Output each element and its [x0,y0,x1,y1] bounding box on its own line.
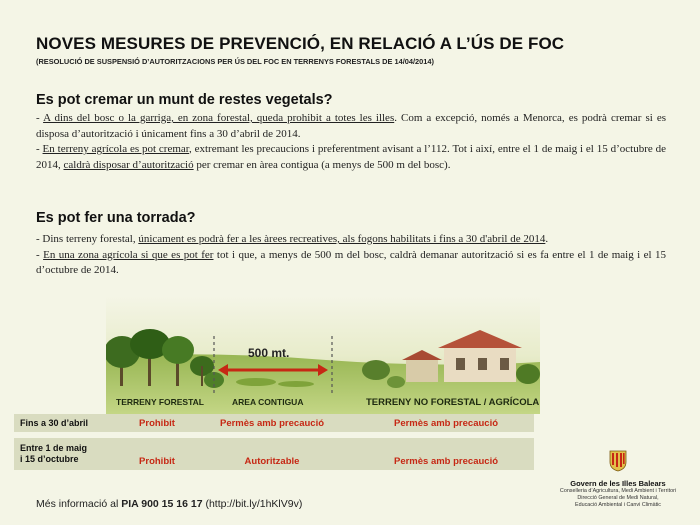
text: - [36,112,44,124]
paragraph [36,248,666,279]
text: Més informació al [36,498,122,510]
section-body-burning [36,111,666,173]
government-logo [548,450,688,509]
text-underlined: A dins del bosc o la garriga, en zona forestal, queda prohibit a totes les illes [43,112,395,124]
table-row [14,438,534,470]
coat-of-arms-icon [609,450,627,472]
table-row [14,414,534,432]
section-heading-barbecue: Es pot fer una torrada? [36,210,196,226]
orchard-tree [387,376,405,388]
page-subtitle: (RESOLUCIÓ DE SUSPENSIÓ D’AUTORITZACIONS PER ÚS DEL FOC EN TERRENYS FORESTALS DE 14/04/2014) [36,57,434,66]
distance-label: 500 mt. [248,346,290,360]
zone-label-contigua: AREA CONTIGUA [232,397,304,407]
section-heading-burning: Es pot cremar un munt de restes vegetals? [36,92,333,108]
row-label [20,443,87,464]
row-label-line: i 15 d’octubre [20,453,79,464]
paragraph [36,111,666,142]
text: . [545,233,549,245]
text: . Com a excepció, només a Menorca, es podrà cremar si es disposa d’autorització i únicament fins a 30 d’abril de 2014. [36,112,667,140]
paragraph [36,232,666,248]
cell-agricola: Permès amb precaució [393,418,499,429]
page-title: NOVES MESURES DE PREVENCIÓ, EN RELACIÓ A L’ÚS DE FOC [36,34,565,53]
phone-number: PIA 900 15 16 17 [121,498,203,510]
department-line: Educació Ambiental i Canvi Climàtic [575,502,661,508]
zone-label-forestal: TERRENY FORESTAL [116,397,204,407]
text: tot i que, a menys de 500 m del bosc, caldrà demanar autorització si es fa entre el 1 de maig i el 15 d’octubre de 2014. [36,248,666,277]
paragraph [36,142,666,173]
text: - [36,143,43,156]
government-name: Govern de les Illes Balears [570,479,666,488]
text: - Dins terreny forestal, [36,233,139,245]
cell-contigua: Autoritzable [244,456,300,467]
zone-label-no-forestal: TERRENY NO FORESTAL / AGRÍCOLA [366,397,540,408]
cell-forestal: Prohibit [139,456,175,467]
text: per cremar en àrea contigua (a menys de 500 m del bosc). [193,158,451,171]
text: - [36,248,44,261]
row-label-line: Entre 1 de maig [20,443,88,453]
more-info-line [36,498,302,510]
department-line: Direcció General de Medi Natural, [577,495,659,501]
text-underlined: caldrà disposar d’autorització [63,158,194,171]
row-label: Fins a 30 d’abril [20,418,89,428]
orchard-tree [516,364,540,384]
section-body-barbecue [36,232,666,279]
text-underlined: En terreny agrícola es pot cremar [42,143,189,156]
info-link[interactable]: (http://bit.ly/1hKlV9v) [202,498,303,510]
cell-contigua: Permès amb precaució [219,418,325,429]
cell-forestal: Prohibit [139,418,175,429]
text: , extremant les precaucions i preferentment avisant a l’112. Tot i així, entre el 1 de maig i el 15 d’octubre de 2014, [36,143,666,171]
cell-agricola: Permès amb precaució [393,456,499,467]
department-line: Conselleria d’Agricultura, Medi Ambient i Territori [559,488,677,494]
text-underlined: únicament es podrà fer a les àrees recreatives, als fogons habilitats i fins a 30 d'abril de 2014 [138,233,546,245]
orchard-tree [362,360,390,380]
text-underlined: En una zona agrícola si que es pot fer [43,248,214,261]
